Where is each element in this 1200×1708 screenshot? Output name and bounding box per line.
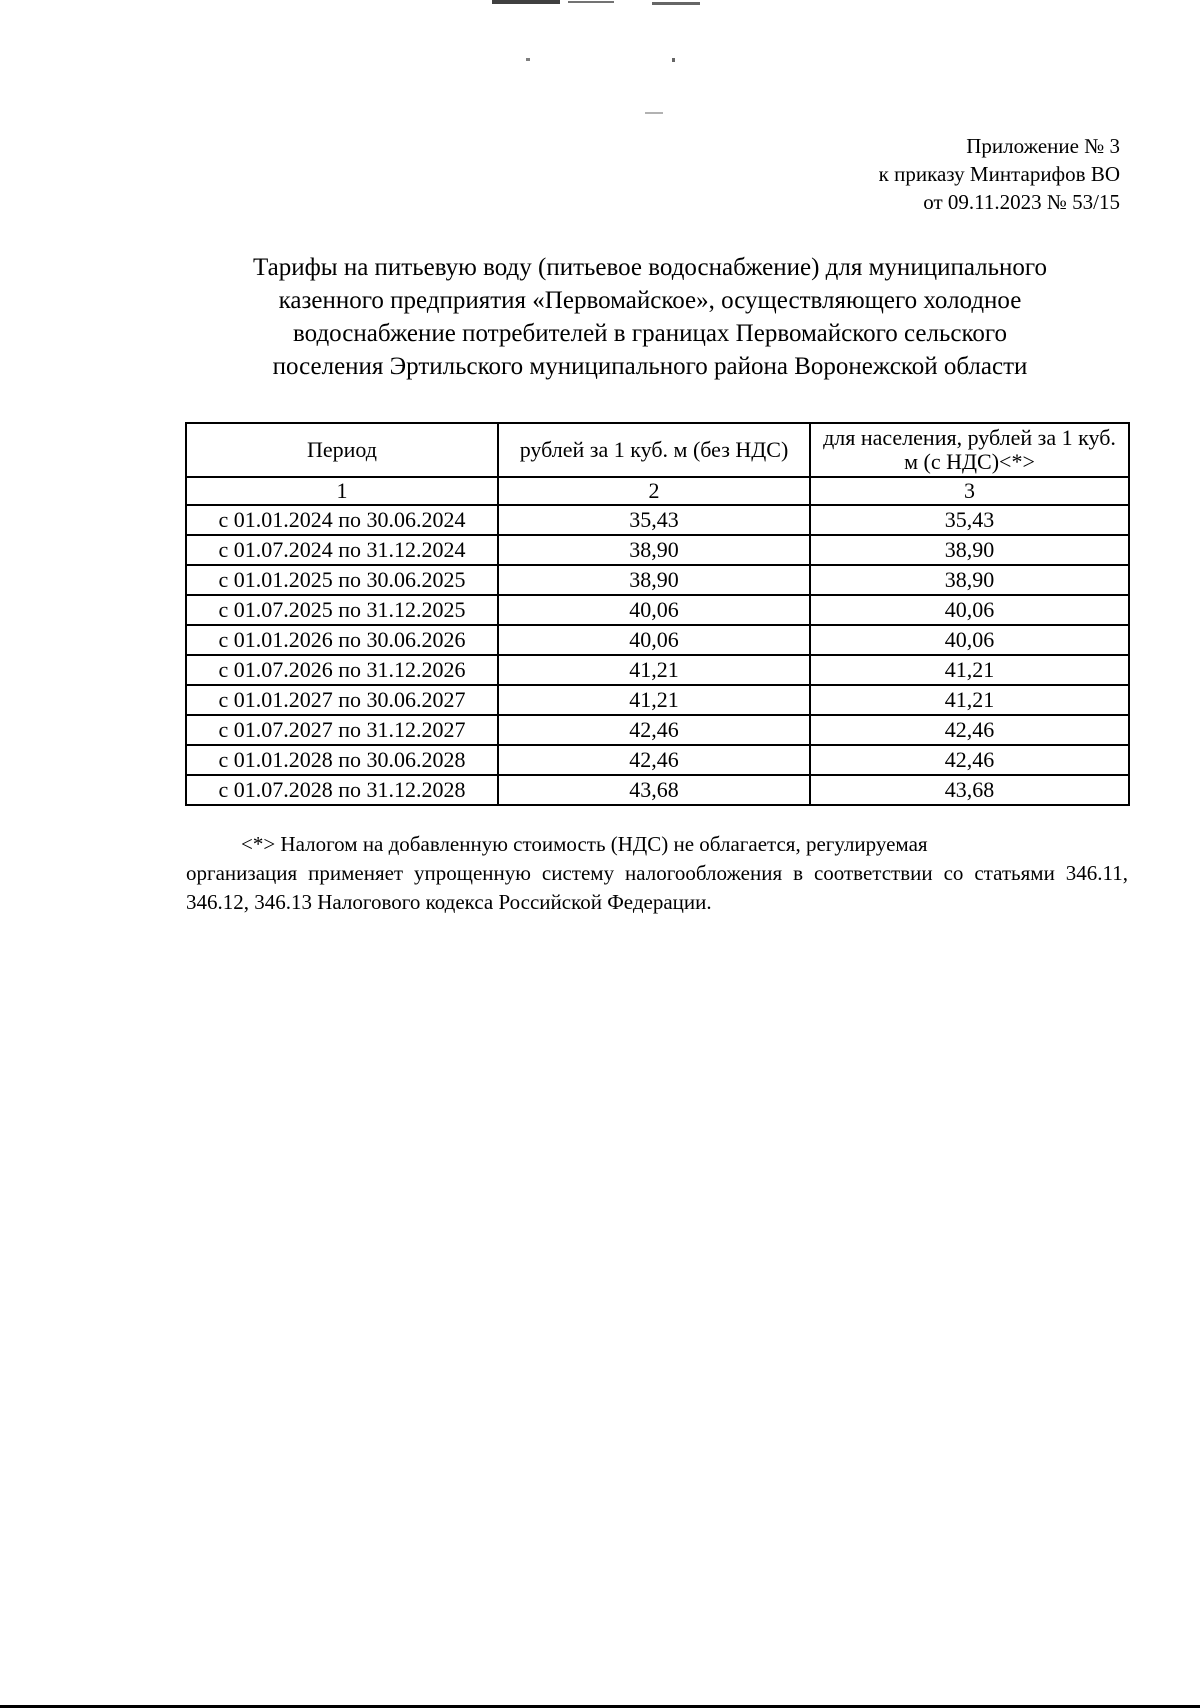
table-row xyxy=(186,655,1129,685)
scan-artifact xyxy=(526,58,530,61)
price-cell: 40,06 xyxy=(810,625,1129,655)
title-line: казенного предприятия «Первомайское», осуществляющего холодное xyxy=(278,287,1022,314)
table-row xyxy=(186,625,1129,655)
price-cell: 43,68 xyxy=(810,775,1129,805)
table-row xyxy=(186,535,1129,565)
scan-artifact xyxy=(672,58,675,62)
header-price-without-vat: рублей за 1 куб. м (без НДС) xyxy=(498,423,810,477)
scan-artifact xyxy=(568,1,614,3)
price-cell: 38,90 xyxy=(810,565,1129,595)
appendix-order: к приказу Минтарифов ВО xyxy=(878,162,1120,186)
appendix-date: от 09.11.2023 № 53/15 xyxy=(923,190,1120,214)
header-period: Период xyxy=(186,423,498,477)
footnote-continuation: организация применяет упрощенную систему налогообложения в соответствии со статьями 346.11, 346.12, 346.13 Налогового кодекса Российской Федерации. xyxy=(186,861,1128,914)
column-number-row xyxy=(186,477,1129,505)
title-line: поселения Эртильского муниципального района Воронежской области xyxy=(272,353,1028,380)
price-cell: 38,90 xyxy=(498,535,810,565)
period-cell: с 01.07.2025 по 31.12.2025 xyxy=(186,595,498,625)
period-cell: с 01.01.2026 по 30.06.2026 xyxy=(186,625,498,655)
scan-artifact xyxy=(652,2,700,5)
price-cell: 42,46 xyxy=(498,715,810,745)
period-cell: с 01.01.2027 по 30.06.2027 xyxy=(186,685,498,715)
scan-artifact xyxy=(645,112,663,114)
table-row xyxy=(186,745,1129,775)
appendix-number: Приложение № 3 xyxy=(966,134,1120,158)
period-cell: с 01.01.2024 по 30.06.2024 xyxy=(186,505,498,535)
column-number: 2 xyxy=(498,477,810,505)
table-header-row xyxy=(186,423,1129,477)
table-row xyxy=(186,565,1129,595)
scan-artifact xyxy=(492,0,560,4)
price-cell: 35,43 xyxy=(498,505,810,535)
price-cell: 41,21 xyxy=(498,685,810,715)
table-row xyxy=(186,715,1129,745)
title-line: водоснабжение потребителей в границах Первомайского сельского xyxy=(293,320,1007,347)
table-row xyxy=(186,595,1129,625)
appendix-header xyxy=(879,132,1120,216)
table-row xyxy=(186,775,1129,805)
tariff-table xyxy=(185,422,1130,806)
price-cell: 38,90 xyxy=(498,565,810,595)
vat-footnote xyxy=(186,830,1128,917)
period-cell: с 01.07.2024 по 31.12.2024 xyxy=(186,535,498,565)
column-number: 3 xyxy=(810,477,1129,505)
footnote-first-line: <*> Налогом на добавленную стоимость (НДС) не облагается, регулируемая xyxy=(241,832,928,856)
price-cell: 38,90 xyxy=(810,535,1129,565)
document-title xyxy=(180,251,1120,383)
price-cell: 40,06 xyxy=(498,595,810,625)
price-cell: 41,21 xyxy=(810,655,1129,685)
price-cell: 43,68 xyxy=(498,775,810,805)
table-row xyxy=(186,685,1129,715)
column-number: 1 xyxy=(186,477,498,505)
period-cell: с 01.07.2027 по 31.12.2027 xyxy=(186,715,498,745)
period-cell: с 01.07.2026 по 31.12.2026 xyxy=(186,655,498,685)
period-cell: с 01.01.2025 по 30.06.2025 xyxy=(186,565,498,595)
price-cell: 42,46 xyxy=(810,745,1129,775)
price-cell: 40,06 xyxy=(498,625,810,655)
price-cell: 42,46 xyxy=(810,715,1129,745)
title-line: Тарифы на питьевую воду (питьевое водоснабжение) для муниципального xyxy=(252,254,1048,281)
table-row xyxy=(186,505,1129,535)
price-cell: 41,21 xyxy=(810,685,1129,715)
price-cell: 35,43 xyxy=(810,505,1129,535)
period-cell: с 01.07.2028 по 31.12.2028 xyxy=(186,775,498,805)
price-cell: 42,46 xyxy=(498,745,810,775)
price-cell: 40,06 xyxy=(810,595,1129,625)
price-cell: 41,21 xyxy=(498,655,810,685)
period-cell: с 01.01.2028 по 30.06.2028 xyxy=(186,745,498,775)
header-price-population: для населения, рублей за 1 куб. м (с НДС)<*> xyxy=(810,423,1129,477)
